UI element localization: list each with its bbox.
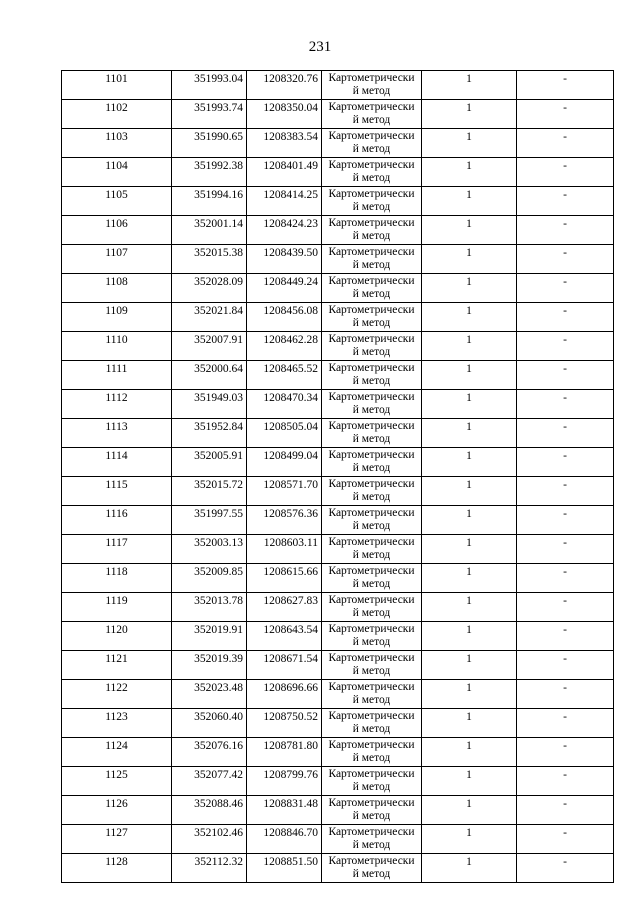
method-line-2: й метод (352, 432, 391, 445)
method-line-2: й метод (352, 461, 391, 474)
method-line-1: Картометрически (328, 72, 415, 84)
method-line-1: Картометрически (328, 768, 415, 780)
table-row (62, 390, 614, 419)
accuracy-cell: 1 (422, 535, 517, 564)
point-number-cell: 1117 (62, 535, 172, 564)
method-line-1: Картометрически (328, 478, 415, 490)
table-row (62, 274, 614, 303)
table-row (62, 854, 614, 883)
y-coordinate-cell: 1208615.66 (247, 564, 322, 593)
method-line-2: й метод (352, 287, 391, 300)
x-coordinate-cell: 352000.64 (172, 361, 247, 390)
point-number-cell: 1110 (62, 332, 172, 361)
accuracy-cell: 1 (422, 825, 517, 854)
x-coordinate-cell: 351952.84 (172, 419, 247, 448)
point-number-cell: 1122 (62, 680, 172, 709)
method-line-1: Картометрически (328, 652, 415, 664)
accuracy-cell: 1 (422, 216, 517, 245)
method-cell (322, 477, 422, 506)
method-line-2: й метод (352, 548, 391, 561)
method-cell (322, 158, 422, 187)
x-coordinate-cell: 352003.13 (172, 535, 247, 564)
y-coordinate-cell: 1208505.04 (247, 419, 322, 448)
method-line-2: й метод (352, 142, 391, 155)
accuracy-cell: 1 (422, 390, 517, 419)
accuracy-cell: 1 (422, 419, 517, 448)
note-cell: - (517, 274, 614, 303)
table-row (62, 216, 614, 245)
method-line-1: Картометрически (328, 739, 415, 751)
table-row (62, 158, 614, 187)
y-coordinate-cell: 1208603.11 (247, 535, 322, 564)
x-coordinate-cell: 352076.16 (172, 738, 247, 767)
accuracy-cell: 1 (422, 564, 517, 593)
method-cell (322, 100, 422, 129)
accuracy-cell: 1 (422, 738, 517, 767)
method-cell (322, 709, 422, 738)
method-line-1: Картометрически (328, 594, 415, 606)
accuracy-cell: 1 (422, 100, 517, 129)
table-body (62, 71, 614, 883)
method-line-2: й метод (352, 171, 391, 184)
method-cell (322, 680, 422, 709)
x-coordinate-cell: 352023.48 (172, 680, 247, 709)
note-cell: - (517, 158, 614, 187)
method-line-1: Картометрически (328, 362, 415, 374)
accuracy-cell: 1 (422, 477, 517, 506)
method-cell (322, 303, 422, 332)
y-coordinate-cell: 1208449.24 (247, 274, 322, 303)
method-line-1: Картометрически (328, 217, 415, 229)
method-line-1: Картометрически (328, 710, 415, 722)
point-number-cell: 1104 (62, 158, 172, 187)
point-number-cell: 1111 (62, 361, 172, 390)
method-line-2: й метод (352, 84, 391, 97)
y-coordinate-cell: 1208499.04 (247, 448, 322, 477)
method-line-1: Картометрически (328, 188, 415, 200)
method-line-2: й метод (352, 345, 391, 358)
method-line-2: й метод (352, 722, 391, 735)
note-cell: - (517, 738, 614, 767)
coordinates-table (61, 70, 614, 883)
table-row (62, 506, 614, 535)
x-coordinate-cell: 351993.74 (172, 100, 247, 129)
method-line-2: й метод (352, 229, 391, 242)
table-row (62, 245, 614, 274)
note-cell: - (517, 332, 614, 361)
method-line-1: Картометрически (328, 797, 415, 809)
x-coordinate-cell: 352009.85 (172, 564, 247, 593)
method-line-2: й метод (352, 606, 391, 619)
method-line-1: Картометрически (328, 623, 415, 635)
point-number-cell: 1107 (62, 245, 172, 274)
method-cell (322, 854, 422, 883)
method-cell (322, 535, 422, 564)
method-line-1: Картометрически (328, 333, 415, 345)
y-coordinate-cell: 1208320.76 (247, 71, 322, 100)
note-cell: - (517, 854, 614, 883)
method-line-1: Картометрически (328, 855, 415, 867)
note-cell: - (517, 564, 614, 593)
point-number-cell: 1126 (62, 796, 172, 825)
method-line-1: Картометрически (328, 130, 415, 142)
method-line-2: й метод (352, 316, 391, 329)
note-cell: - (517, 709, 614, 738)
accuracy-cell: 1 (422, 71, 517, 100)
method-cell (322, 448, 422, 477)
accuracy-cell: 1 (422, 593, 517, 622)
y-coordinate-cell: 1208851.50 (247, 854, 322, 883)
point-number-cell: 1114 (62, 448, 172, 477)
point-number-cell: 1113 (62, 419, 172, 448)
method-cell (322, 216, 422, 245)
point-number-cell: 1120 (62, 622, 172, 651)
method-cell (322, 506, 422, 535)
method-line-2: й метод (352, 867, 391, 880)
note-cell: - (517, 796, 614, 825)
method-cell (322, 332, 422, 361)
table-row (62, 448, 614, 477)
accuracy-cell: 1 (422, 709, 517, 738)
y-coordinate-cell: 1208781.80 (247, 738, 322, 767)
point-number-cell: 1108 (62, 274, 172, 303)
x-coordinate-cell: 351993.04 (172, 71, 247, 100)
note-cell: - (517, 651, 614, 680)
x-coordinate-cell: 352001.14 (172, 216, 247, 245)
method-line-2: й метод (352, 693, 391, 706)
point-number-cell: 1109 (62, 303, 172, 332)
method-line-1: Картометрически (328, 391, 415, 403)
table-row (62, 564, 614, 593)
x-coordinate-cell: 352112.32 (172, 854, 247, 883)
y-coordinate-cell: 1208350.04 (247, 100, 322, 129)
method-line-1: Картометрически (328, 304, 415, 316)
note-cell: - (517, 361, 614, 390)
method-line-1: Картометрически (328, 681, 415, 693)
point-number-cell: 1123 (62, 709, 172, 738)
table-row (62, 825, 614, 854)
x-coordinate-cell: 352007.91 (172, 332, 247, 361)
note-cell: - (517, 622, 614, 651)
accuracy-cell: 1 (422, 796, 517, 825)
y-coordinate-cell: 1208831.48 (247, 796, 322, 825)
table-row (62, 71, 614, 100)
point-number-cell: 1121 (62, 651, 172, 680)
note-cell: - (517, 767, 614, 796)
y-coordinate-cell: 1208576.36 (247, 506, 322, 535)
method-cell (322, 796, 422, 825)
note-cell: - (517, 477, 614, 506)
method-line-1: Картометрически (328, 159, 415, 171)
page-number: 231 (308, 39, 332, 55)
method-cell (322, 564, 422, 593)
table-row (62, 622, 614, 651)
method-line-2: й метод (352, 577, 391, 590)
method-line-1: Картометрически (328, 275, 415, 287)
point-number-cell: 1119 (62, 593, 172, 622)
point-number-cell: 1128 (62, 854, 172, 883)
accuracy-cell: 1 (422, 361, 517, 390)
x-coordinate-cell: 351997.55 (172, 506, 247, 535)
note-cell: - (517, 245, 614, 274)
accuracy-cell: 1 (422, 245, 517, 274)
y-coordinate-cell: 1208643.54 (247, 622, 322, 651)
y-coordinate-cell: 1208750.52 (247, 709, 322, 738)
accuracy-cell: 1 (422, 129, 517, 158)
y-coordinate-cell: 1208799.76 (247, 767, 322, 796)
point-number-cell: 1103 (62, 129, 172, 158)
point-number-cell: 1106 (62, 216, 172, 245)
table-row (62, 796, 614, 825)
point-number-cell: 1102 (62, 100, 172, 129)
method-cell (322, 71, 422, 100)
accuracy-cell: 1 (422, 332, 517, 361)
table-row (62, 651, 614, 680)
accuracy-cell: 1 (422, 303, 517, 332)
x-coordinate-cell: 351992.38 (172, 158, 247, 187)
y-coordinate-cell: 1208627.83 (247, 593, 322, 622)
x-coordinate-cell: 352013.78 (172, 593, 247, 622)
accuracy-cell: 1 (422, 187, 517, 216)
method-cell (322, 593, 422, 622)
y-coordinate-cell: 1208424.23 (247, 216, 322, 245)
point-number-cell: 1115 (62, 477, 172, 506)
method-line-2: й метод (352, 838, 391, 851)
accuracy-cell: 1 (422, 767, 517, 796)
note-cell: - (517, 419, 614, 448)
method-line-2: й метод (352, 519, 391, 532)
method-line-2: й метод (352, 200, 391, 213)
accuracy-cell: 1 (422, 651, 517, 680)
method-line-1: Картометрически (328, 420, 415, 432)
point-number-cell: 1105 (62, 187, 172, 216)
method-line-2: й метод (352, 635, 391, 648)
method-line-1: Картометрически (328, 565, 415, 577)
method-line-1: Картометрически (328, 536, 415, 548)
table-row (62, 100, 614, 129)
x-coordinate-cell: 352005.91 (172, 448, 247, 477)
method-line-1: Картометрически (328, 246, 415, 258)
method-cell (322, 129, 422, 158)
point-number-cell: 1112 (62, 390, 172, 419)
note-cell: - (517, 535, 614, 564)
method-line-1: Картометрически (328, 507, 415, 519)
x-coordinate-cell: 351949.03 (172, 390, 247, 419)
table-row (62, 361, 614, 390)
table-row (62, 332, 614, 361)
method-cell (322, 274, 422, 303)
table-row (62, 767, 614, 796)
method-cell (322, 767, 422, 796)
point-number-cell: 1118 (62, 564, 172, 593)
y-coordinate-cell: 1208696.66 (247, 680, 322, 709)
method-line-2: й метод (352, 403, 391, 416)
table-row (62, 303, 614, 332)
y-coordinate-cell: 1208671.54 (247, 651, 322, 680)
x-coordinate-cell: 352019.91 (172, 622, 247, 651)
x-coordinate-cell: 352060.40 (172, 709, 247, 738)
note-cell: - (517, 303, 614, 332)
method-cell (322, 187, 422, 216)
x-coordinate-cell: 352088.46 (172, 796, 247, 825)
method-cell (322, 651, 422, 680)
method-line-2: й метод (352, 490, 391, 503)
note-cell: - (517, 448, 614, 477)
point-number-cell: 1101 (62, 71, 172, 100)
accuracy-cell: 1 (422, 680, 517, 709)
point-number-cell: 1127 (62, 825, 172, 854)
note-cell: - (517, 593, 614, 622)
table-row (62, 680, 614, 709)
x-coordinate-cell: 351994.16 (172, 187, 247, 216)
y-coordinate-cell: 1208383.54 (247, 129, 322, 158)
accuracy-cell: 1 (422, 274, 517, 303)
method-cell (322, 390, 422, 419)
accuracy-cell: 1 (422, 158, 517, 187)
table-row (62, 593, 614, 622)
table-row (62, 419, 614, 448)
table-row (62, 535, 614, 564)
note-cell: - (517, 71, 614, 100)
y-coordinate-cell: 1208571.70 (247, 477, 322, 506)
point-number-cell: 1124 (62, 738, 172, 767)
y-coordinate-cell: 1208401.49 (247, 158, 322, 187)
method-line-1: Картометрически (328, 826, 415, 838)
note-cell: - (517, 187, 614, 216)
method-cell (322, 419, 422, 448)
note-cell: - (517, 825, 614, 854)
x-coordinate-cell: 352019.39 (172, 651, 247, 680)
x-coordinate-cell: 351990.65 (172, 129, 247, 158)
table-row (62, 129, 614, 158)
method-line-1: Картометрически (328, 449, 415, 461)
accuracy-cell: 1 (422, 506, 517, 535)
note-cell: - (517, 680, 614, 709)
method-cell (322, 622, 422, 651)
y-coordinate-cell: 1208456.08 (247, 303, 322, 332)
accuracy-cell: 1 (422, 448, 517, 477)
table-row (62, 187, 614, 216)
note-cell: - (517, 390, 614, 419)
table-row (62, 709, 614, 738)
method-line-2: й метод (352, 751, 391, 764)
method-cell (322, 361, 422, 390)
point-number-cell: 1116 (62, 506, 172, 535)
method-line-2: й метод (352, 258, 391, 271)
x-coordinate-cell: 352102.46 (172, 825, 247, 854)
y-coordinate-cell: 1208846.70 (247, 825, 322, 854)
note-cell: - (517, 216, 614, 245)
accuracy-cell: 1 (422, 854, 517, 883)
x-coordinate-cell: 352021.84 (172, 303, 247, 332)
method-line-2: й метод (352, 780, 391, 793)
method-line-2: й метод (352, 374, 391, 387)
method-line-2: й метод (352, 664, 391, 677)
y-coordinate-cell: 1208462.28 (247, 332, 322, 361)
method-line-2: й метод (352, 809, 391, 822)
accuracy-cell: 1 (422, 622, 517, 651)
method-cell (322, 825, 422, 854)
method-line-1: Картометрически (328, 101, 415, 113)
y-coordinate-cell: 1208465.52 (247, 361, 322, 390)
table-row (62, 477, 614, 506)
x-coordinate-cell: 352015.38 (172, 245, 247, 274)
point-number-cell: 1125 (62, 767, 172, 796)
x-coordinate-cell: 352015.72 (172, 477, 247, 506)
y-coordinate-cell: 1208414.25 (247, 187, 322, 216)
note-cell: - (517, 506, 614, 535)
method-line-2: й метод (352, 113, 391, 126)
note-cell: - (517, 100, 614, 129)
x-coordinate-cell: 352077.42 (172, 767, 247, 796)
y-coordinate-cell: 1208470.34 (247, 390, 322, 419)
method-cell (322, 245, 422, 274)
note-cell: - (517, 129, 614, 158)
y-coordinate-cell: 1208439.50 (247, 245, 322, 274)
method-cell (322, 738, 422, 767)
table-row (62, 738, 614, 767)
x-coordinate-cell: 352028.09 (172, 274, 247, 303)
